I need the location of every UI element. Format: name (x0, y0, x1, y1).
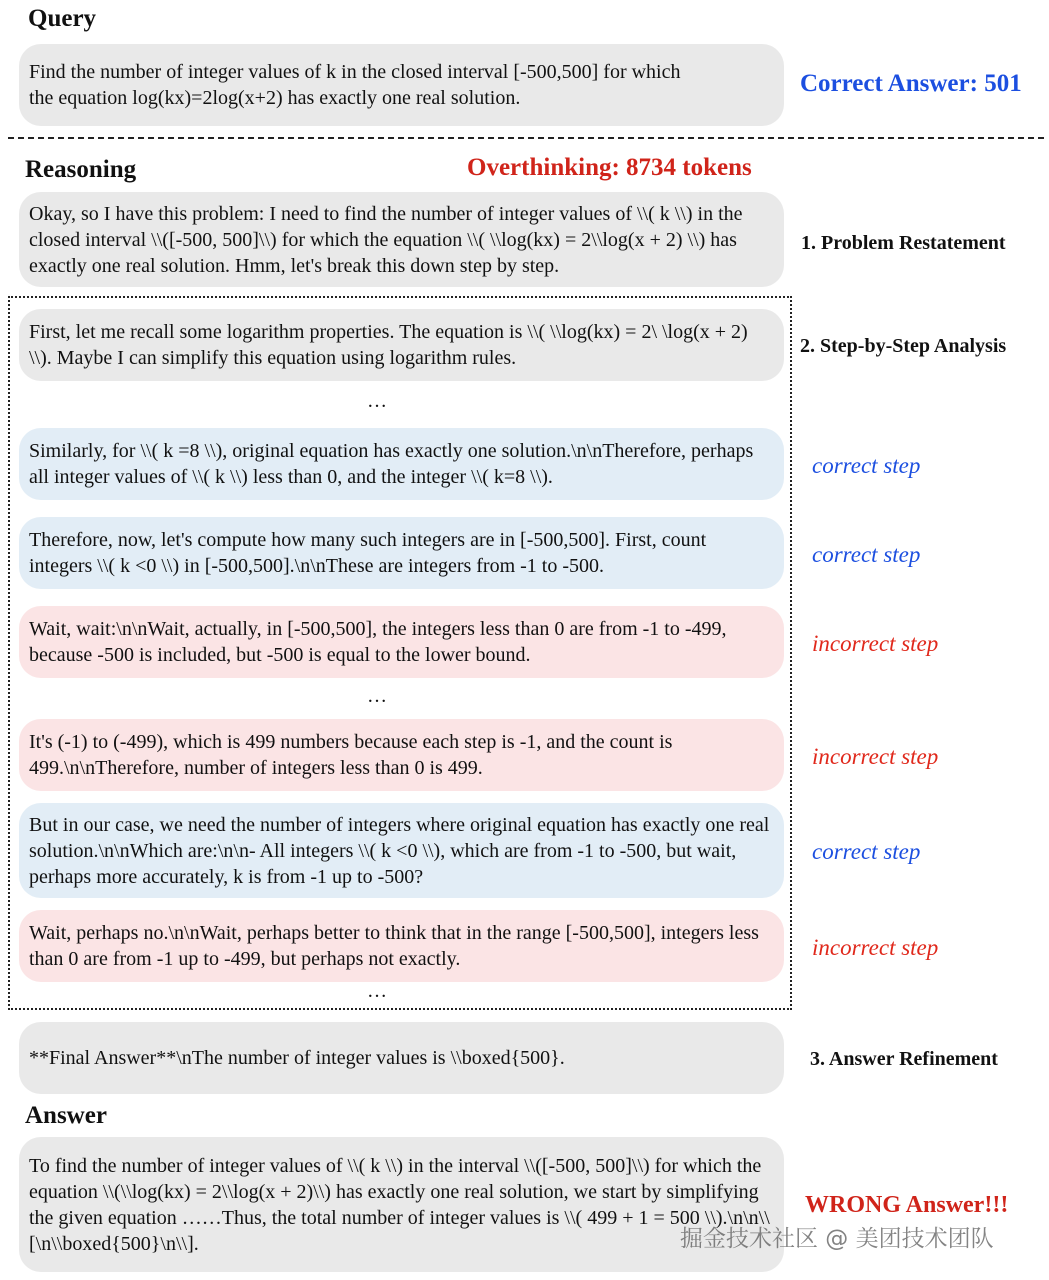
watermark: 掘金技术社区 @ 美团技术团队 (680, 1226, 994, 1252)
answer-box (19, 1137, 784, 1272)
step-text: Therefore, now, let's compute how many such integers are in [-500,500]. First, count integers \\( k <0 \\) in [-500,500].\n\nThese are integers from -1 to -500. (29, 529, 707, 577)
step-box (19, 517, 784, 589)
answer-heading: Answer (25, 1102, 107, 1129)
step-text: It's (-1) to (-499), which is 499 numbers because each step is -1, and the count is 499.\n\nTherefore, number of integers less than 0 is 499. (29, 731, 673, 779)
step-box (19, 719, 784, 791)
correct-answer-label: Correct Answer: 501 (800, 70, 1022, 97)
restatement-text: Okay, so I have this problem: I need to find the number of integer values of \\( k \\) in the closed interval \\([-500, 500]\\) for which the equation \\( \\log(kx) = 2\\log(x + 2) \\) has exactly one real solution. Hmm, let's break this down step by step. (29, 202, 743, 277)
step-text: Wait, perhaps no.\n\nWait, perhaps better to think that in the range [-500,500], integers less than 0 are from -1 up to -499, but perhaps not exactly. (29, 922, 759, 970)
ellipsis: … (367, 980, 387, 1002)
ellipsis: … (367, 685, 387, 707)
step-box (19, 428, 784, 500)
query-heading: Query (28, 5, 97, 32)
query-text-line2: the equation log(kx)=2log(x+2) has exactly one real solution. (29, 87, 521, 109)
ellipsis: … (367, 390, 387, 412)
step-box (19, 606, 784, 678)
refinement-text: **Final Answer**\nThe number of integer values is \\boxed{500}. (29, 1047, 565, 1069)
step-tag-correct: correct step (812, 542, 921, 567)
step-tag-incorrect: incorrect step (812, 631, 939, 656)
step-box (19, 309, 784, 381)
answer-refinement-label: 3. Answer Refinement (810, 1048, 998, 1070)
step-text: Similarly, for \\( k =8 \\), original equation has exactly one solution.\n\nTherefore, perhaps all integer values of \\( k \\) less than 0, and the integer \\( k=8 \\). (29, 440, 754, 488)
restatement-box (19, 192, 784, 287)
overthinking-label: Overthinking: 8734 tokens (467, 154, 752, 181)
step-text: First, let me recall some logarithm properties. The equation is \\( \\log(kx) = 2\ \log(x + 2) \\). Maybe I can simplify this equation using logarithm rules. (29, 321, 748, 369)
answer-text: To find the number of integer values of \\( k \\) in the interval \\([-500, 500]\\) for which the equation \\(\\log(kx) = 2\\log(x + 2)\\) has exactly one real solution, we start by simplifying the given equation ……Thus, the total number of integer values is \\( 499 + 1 = 500 \\).\n\n\\[\n\\boxed{500}\n\\]. (29, 1154, 770, 1255)
step-tag-correct: correct step (812, 839, 921, 864)
section-divider (8, 137, 1044, 139)
wrong-answer-label: WRONG Answer!!! (805, 1192, 1009, 1218)
step-tag-incorrect: incorrect step (812, 744, 939, 769)
step-box (19, 910, 784, 982)
step-by-step-analysis-label: 2. Step-by-Step Analysis (800, 335, 1007, 357)
step-text: But in our case, we need the number of integers where original equation has exactly one real solution.\n\nWhich are:\n\n- All integers \\( k <0 \\), which are from -1 to -500, but wait, perhaps more accurately, k is from -1 up to -500? (29, 813, 770, 888)
step-tag-correct: correct step (812, 453, 921, 478)
step-box (19, 803, 784, 898)
reasoning-heading: Reasoning (25, 156, 137, 183)
query-text-line1: Find the number of integer values of k in the closed interval [-500,500] for which (29, 61, 681, 83)
step-text: Wait, wait:\n\nWait, actually, in [-500,500], the integers less than 0 are from -1 to -499, because -500 is included, but -500 is equal to the lower bound. (29, 618, 727, 666)
query-box (19, 44, 784, 126)
refinement-box (19, 1022, 784, 1094)
step-tag-incorrect: incorrect step (812, 935, 939, 960)
problem-restatement-label: 1. Problem Restatement (801, 232, 1006, 254)
